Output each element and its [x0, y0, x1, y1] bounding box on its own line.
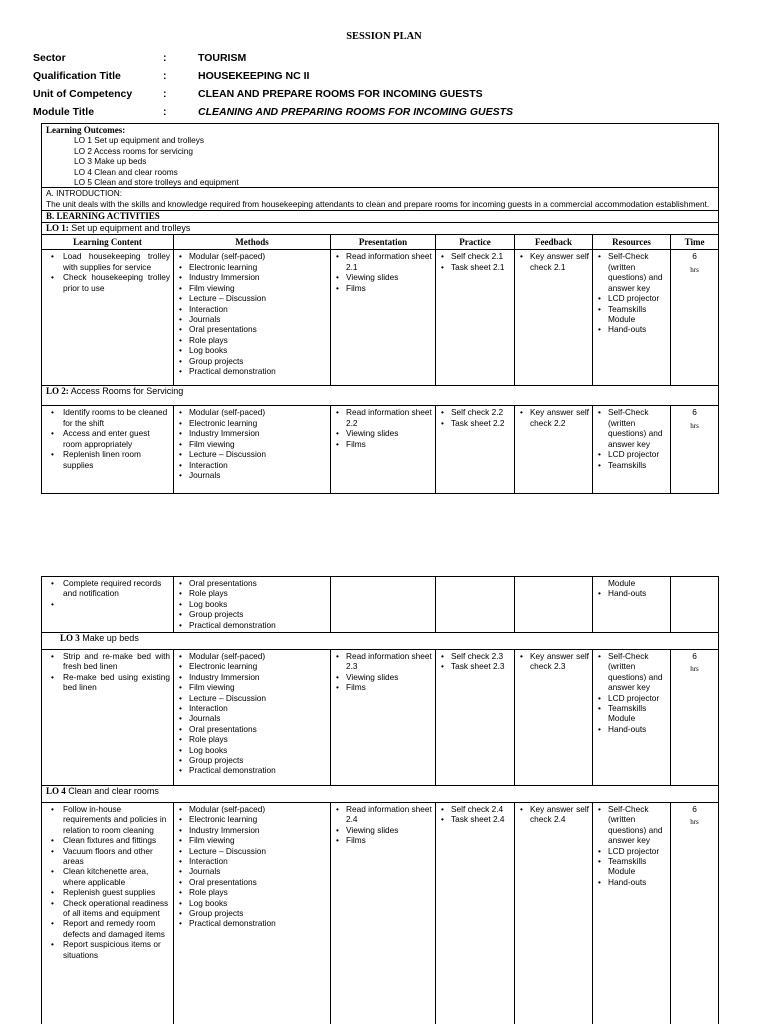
learning-content-cell — [42, 650, 174, 786]
lo-number: LO 3 — [60, 633, 80, 643]
list-item: • Task sheet 2.1 — [439, 262, 511, 272]
session-plan-table — [41, 123, 719, 494]
list-item: • Self check 2.3 — [439, 651, 511, 661]
introduction-heading: A. INTRODUCTION: — [46, 188, 123, 199]
lo-number: LO 4 — [46, 786, 66, 796]
list-item: • Films — [334, 283, 432, 293]
list-item: • Clean kitchenette area, where applicable — [45, 866, 170, 887]
practice-cell — [436, 650, 515, 786]
list-item: • Re-make bed using existing bed linen — [45, 672, 170, 693]
list-item: • Viewing slides — [334, 272, 432, 282]
list-item: • Report suspicious items or situations — [45, 939, 170, 960]
list-item: • LCD projector — [596, 449, 667, 459]
presentation-cell — [331, 250, 436, 386]
time-value: 6 — [692, 251, 697, 262]
introduction-cell — [42, 188, 719, 211]
list-item: • Group projects — [177, 356, 327, 366]
time-unit: hrs — [690, 665, 699, 674]
time-cell — [671, 250, 719, 386]
methods-cell — [174, 803, 331, 1024]
practice-cell — [436, 803, 515, 1024]
column-header-row — [42, 235, 719, 250]
lo3-heading-row — [42, 633, 719, 650]
list-item: • Modular (self-paced) — [177, 251, 327, 261]
list-item: LO 2 Access rooms for servicing — [74, 145, 193, 156]
list-item: • Films — [334, 682, 432, 692]
list-item: • Clean fixtures and fittings — [45, 835, 170, 845]
list-item: • Practical demonstration — [177, 620, 327, 630]
lo-title: Access Rooms for Servicing — [70, 386, 184, 397]
resources-cell — [593, 803, 671, 1024]
list-item: • Viewing slides — [334, 428, 432, 438]
lo1-activity-row — [42, 250, 719, 386]
list-item: • Teamskills Module — [596, 304, 667, 325]
list-item: • LCD projector — [596, 693, 667, 703]
list-item: • Self check 2.2 — [439, 407, 511, 417]
list-item: • Key answer self check 2.2 — [518, 407, 589, 428]
list-item: • Check operational readiness of all items and equipment — [45, 898, 170, 919]
info-colon: : — [163, 88, 167, 100]
practice-cell — [436, 250, 515, 386]
presentation-cell — [331, 650, 436, 786]
list-item: • Electronic learning — [177, 661, 327, 671]
list-item: • Interaction — [177, 304, 327, 314]
column-header: Resources — [593, 235, 671, 250]
list-item: • Journals — [177, 866, 327, 876]
introduction-text: The unit deals with the skills and knowledge required from housekeeping attendants to clean and prepare rooms for incoming guests in a commercial accommodation establishment. — [46, 198, 710, 209]
introduction-row — [42, 188, 719, 211]
practice-cell — [436, 577, 515, 633]
column-header: Methods — [174, 235, 331, 250]
learning-content-cell — [42, 406, 174, 494]
list-item: • Log books — [177, 599, 327, 609]
list-item: • Teamskills Module — [596, 856, 667, 877]
methods-cell — [174, 577, 331, 633]
learning-content-cell — [42, 577, 174, 633]
list-item: • LCD projector — [596, 293, 667, 303]
time-value: 6 — [692, 804, 697, 814]
time-value: 6 — [692, 407, 697, 418]
list-item: • Teamskills Module — [596, 703, 667, 724]
practice-cell — [436, 406, 515, 494]
lo-title: Set up equipment and trolleys — [71, 222, 191, 233]
list-item: • Interaction — [177, 856, 327, 866]
resources-cell — [593, 250, 671, 386]
list-item: • Key answer self check 2.1 — [518, 251, 589, 272]
feedback-cell — [515, 577, 593, 633]
lo2-continued-row — [42, 577, 719, 633]
list-item: • Modular (self-paced) — [177, 407, 327, 417]
list-item: • Films — [334, 835, 432, 845]
lo-number: LO 2: — [46, 386, 69, 397]
list-item: • Modular (self-paced) — [177, 651, 327, 661]
list-item: • Hand-outs — [596, 724, 667, 734]
list-item: • Role plays — [177, 887, 327, 897]
list-item: • Interaction — [177, 460, 327, 470]
list-item: • Log books — [177, 898, 327, 908]
session-plan-table-continued — [41, 576, 719, 1024]
list-item: LO 4 Clean and clear rooms — [74, 166, 178, 177]
list-item: • Journals — [177, 470, 327, 480]
list-item: • Teamskills — [596, 460, 667, 470]
list-item: • Role plays — [177, 335, 327, 345]
list-item: • Read information sheet 2.2 — [334, 407, 432, 428]
list-item: • Identify rooms to be cleaned for the shift — [45, 407, 170, 428]
lo1-heading-cell — [42, 222, 719, 234]
list-item: LO 5 Clean and store trolleys and equipment — [74, 177, 239, 188]
list-item: • Role plays — [177, 588, 327, 598]
list-item: • Practical demonstration — [177, 918, 327, 928]
time-cell — [671, 650, 719, 786]
feedback-cell — [515, 250, 593, 386]
list-item: • Vacuum floors and other areas — [45, 846, 170, 867]
list-item: • Films — [334, 439, 432, 449]
list-item: • Oral presentations — [177, 324, 327, 334]
list-item: • Film viewing — [177, 682, 327, 692]
list-item: • Group projects — [177, 908, 327, 918]
info-label: Sector — [33, 52, 66, 64]
info-label: Module Title — [33, 106, 95, 118]
time-value: 6 — [692, 651, 697, 661]
info-value: HOUSEKEEPING NC II — [198, 70, 310, 82]
list-item: • Film viewing — [177, 835, 327, 845]
lo2-heading-row — [42, 386, 719, 406]
list-item: • Modular (self-paced) — [177, 804, 327, 814]
column-header: Time — [671, 235, 719, 250]
activities-heading-cell — [42, 211, 719, 222]
column-header: Presentation — [331, 235, 436, 250]
list-item: • Practical demonstration — [177, 765, 327, 775]
list-item: • Log books — [177, 345, 327, 355]
list-item: • Oral presentations — [177, 724, 327, 734]
list-item: • Journals — [177, 713, 327, 723]
methods-cell — [174, 250, 331, 386]
info-value: TOURISM — [198, 52, 247, 64]
list-item: • Check housekeeping trolley prior to use — [45, 272, 170, 293]
list-item: • Industry Immersion — [177, 825, 327, 835]
list-item: • Industry Immersion — [177, 428, 327, 438]
presentation-cell — [331, 803, 436, 1024]
lo4-activity-row — [42, 803, 719, 1024]
list-item: • Group projects — [177, 609, 327, 619]
info-colon: : — [163, 70, 167, 82]
resources-cell — [593, 406, 671, 494]
lo2-activity-row — [42, 406, 719, 494]
resources-cell — [593, 650, 671, 786]
list-item: • Strip and re-make bed with fresh bed linen — [45, 651, 170, 672]
list-item: • Viewing slides — [334, 672, 432, 682]
list-item: • Key answer self check 2.4 — [518, 804, 589, 825]
lo3-heading-cell — [42, 633, 719, 650]
activities-heading-row — [42, 211, 719, 222]
time-cell — [671, 577, 719, 633]
list-item: • LCD projector — [596, 846, 667, 856]
learning-outcomes-heading: Learning Outcomes: — [46, 125, 126, 135]
list-item: • Log books — [177, 745, 327, 755]
list-item: • Lecture – Discussion — [177, 293, 327, 303]
list-item: • Oral presentations — [177, 877, 327, 887]
list-item: • Self check 2.1 — [439, 251, 511, 261]
list-item: • Journals — [177, 314, 327, 324]
list-item: • Complete required records and notification — [45, 578, 170, 599]
list-item: • Film viewing — [177, 439, 327, 449]
learning-content-cell — [42, 250, 174, 386]
list-item: • Industry Immersion — [177, 672, 327, 682]
time-unit: hrs — [690, 265, 699, 274]
list-item: • Self-Check (written questions) and answer key — [596, 804, 667, 846]
list-item: • Role plays — [177, 734, 327, 744]
list-item: • Task sheet 2.3 — [439, 661, 511, 671]
list-item: • Oral presentations — [177, 578, 327, 588]
learning-outcomes-row — [42, 124, 719, 188]
lo4-heading-cell — [42, 786, 719, 803]
info-label: Unit of Competency — [33, 88, 133, 100]
list-item: • Key answer self check 2.3 — [518, 651, 589, 672]
list-item: • Lecture – Discussion — [177, 449, 327, 459]
column-header: Practice — [436, 235, 515, 250]
lo-number: LO 1: — [46, 222, 69, 233]
resource-continued: Module — [608, 578, 636, 588]
feedback-cell — [515, 406, 593, 494]
feedback-cell — [515, 650, 593, 786]
time-cell — [671, 803, 719, 1024]
list-item: • Follow in-house requirements and policies in relation to room cleaning — [45, 804, 170, 835]
list-item: • Replenish linen room supplies — [45, 449, 170, 470]
list-item: • Industry Immersion — [177, 272, 327, 282]
list-item: • Read information sheet 2.1 — [334, 251, 432, 272]
list-item: • Read information sheet 2.4 — [334, 804, 432, 825]
list-item: • Report and remedy room defects and damaged items — [45, 918, 170, 939]
time-unit: hrs — [690, 818, 699, 827]
resources-cell — [593, 577, 671, 633]
list-item: • Electronic learning — [177, 418, 327, 428]
info-colon: : — [163, 106, 167, 118]
learning-outcomes-list — [46, 135, 714, 187]
info-value: CLEANING AND PREPARING ROOMS FOR INCOMING GUESTS — [198, 106, 514, 118]
lo-title: Clean and clear rooms — [68, 786, 159, 796]
list-item: • Access and enter guest room appropriately — [45, 428, 170, 449]
presentation-cell — [331, 577, 436, 633]
methods-cell — [174, 406, 331, 494]
info-colon: : — [163, 52, 167, 64]
list-item: • Electronic learning — [177, 262, 327, 272]
list-item: • Task sheet 2.2 — [439, 418, 511, 428]
list-item: • Film viewing — [177, 283, 327, 293]
learning-content-cell — [42, 803, 174, 1024]
list-item: • Self-Check (written questions) and answer key — [596, 651, 667, 693]
lo1-heading-row — [42, 222, 719, 234]
list-item: • Group projects — [177, 755, 327, 765]
list-item: • Hand-outs — [596, 877, 667, 887]
list-item: • Hand-outs — [596, 588, 667, 598]
learning-outcomes-cell — [42, 124, 719, 188]
list-item: • Interaction — [177, 703, 327, 713]
activities-heading: B. LEARNING ACTIVITIES — [46, 211, 160, 222]
list-item: • Self check 2.4 — [439, 804, 511, 814]
list-item: • Replenish guest supplies — [45, 887, 170, 897]
lo3-activity-row — [42, 650, 719, 786]
list-item: • Load housekeeping trolley with supplies for service — [45, 251, 170, 272]
methods-cell — [174, 650, 331, 786]
time-cell — [671, 406, 719, 494]
list-item: LO 1 Set up equipment and trolleys — [74, 135, 205, 146]
list-item: • Practical demonstration — [177, 366, 327, 376]
list-item: • Electronic learning — [177, 814, 327, 824]
list-item: • Hand-outs — [596, 324, 667, 334]
list-item: • Lecture – Discussion — [177, 693, 327, 703]
list-item: LO 3 Make up beds — [74, 156, 147, 167]
feedback-cell — [515, 803, 593, 1024]
list-item: • Read information sheet 2.3 — [334, 651, 432, 672]
time-unit: hrs — [690, 421, 699, 430]
list-item: • Viewing slides — [334, 825, 432, 835]
presentation-cell — [331, 406, 436, 494]
list-item: • Self-Check (written questions) and answer key — [596, 407, 667, 449]
info-value: CLEAN AND PREPARE ROOMS FOR INCOMING GUESTS — [198, 88, 483, 100]
column-header: Learning Content — [42, 235, 174, 250]
lo4-heading-row — [42, 786, 719, 803]
page-title: SESSION PLAN — [346, 31, 422, 42]
list-item: • Self-Check (written questions) and answer key — [596, 251, 667, 293]
lo-title: Make up beds — [82, 633, 139, 643]
info-label: Qualification Title — [33, 70, 121, 82]
column-header: Feedback — [515, 235, 593, 250]
lo2-heading-cell — [42, 386, 719, 406]
list-item: • Task sheet 2.4 — [439, 814, 511, 824]
list-item: • Lecture – Discussion — [177, 846, 327, 856]
